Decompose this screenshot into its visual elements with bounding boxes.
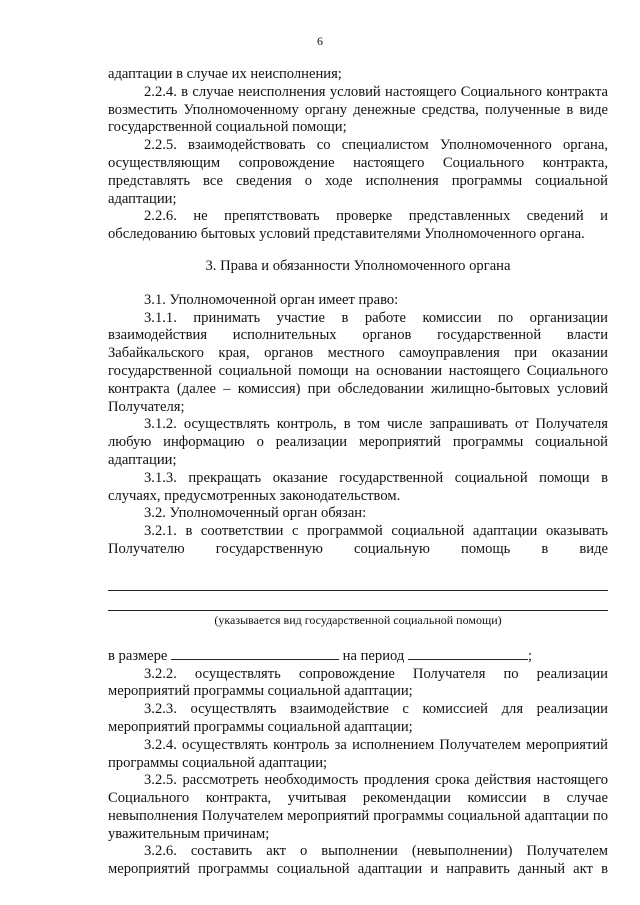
amount-blank — [171, 646, 339, 660]
paragraph-3-1-3: 3.1.3. прекращать оказание государственной социальной помощи в случаях, предусмотренных законодательством. — [108, 469, 608, 504]
paragraph-2-2-6: 2.2.6. не препятствовать проверке представленных сведений и обследованию бытовых условий представителями Уполномоченного органа. — [108, 208, 608, 243]
fill-hint: (указывается вид государственной социальной помощи) — [214, 612, 502, 627]
paragraph-2-2-5: 2.2.5. взаимодействовать со специалистом Уполномоченного органа, осуществляющим сопровождение настоящего Социального контракта, представлять все сведения о ходе исполнения программы социальной адаптации; — [108, 137, 608, 207]
amount-label: в размере — [108, 647, 168, 664]
paragraph-3-2-5: 3.2.5. рассмотреть необходимость продления срока действия настоящего Социального контракта, учитывая рекомендации комиссии в случае невыполнения Получателем мероприятий программы социальной адаптации по уважительным причинам; — [108, 772, 608, 842]
paragraph-3-2-6: 3.2.6. составить акт о выполнении (невыполнении) Получателем мероприятий программы социальной адаптации и направить данный акт в — [108, 843, 608, 878]
paragraph-3-1-1: 3.1.1. принимать участие в работе комиссии по организации взаимодействия исполнительных органов государственной власти Забайкальского края, органов местного самоуправления при оказании государственной социальной помощи на основании настоящего Социального контракта (далее – комиссия) при обследовании жилищно-бытовых условий Получателя; — [108, 309, 608, 415]
amount-line — [108, 646, 608, 666]
period-blank — [408, 646, 528, 660]
paragraph-3-2-1: 3.2.1. в соответствии с программой социальной адаптации оказывать Получателю государственную социальную помощь в виде — [108, 523, 608, 557]
amount-end: ; — [527, 647, 533, 664]
document-body — [108, 66, 608, 879]
period-label: на период — [342, 647, 405, 664]
paragraph-3-2-4: 3.2.4. осуществлять контроль за исполнением Получателем мероприятий программы социальной адаптации; — [108, 736, 608, 771]
paragraph-3-2-2: 3.2.2. осуществлять сопровождение Получателя по реализации мероприятий программы социальной адаптации; — [108, 665, 608, 700]
paragraph-3-1-2: 3.1.2. осуществлять контроль, в том числе запрашивать от Получателя любую информацию о реализации мероприятий программы социальной адаптации; — [108, 416, 608, 468]
paragraph-continuation: адаптации в случае их неисполнения; — [108, 66, 342, 82]
fill-line-2 — [108, 593, 608, 611]
fill-line-1 — [108, 573, 608, 591]
section-heading-3: 3. Права и обязанности Уполномоченного органа — [205, 257, 511, 274]
paragraph-3-2-3: 3.2.3. осуществлять взаимодействие с комиссией для реализации мероприятий программы социальной адаптации; — [108, 701, 608, 735]
paragraph-2-2-4: 2.2.4. в случае неисполнения условий настоящего Социального контракта возместить Уполномоченному органу денежные средства, полученные в виде государственной социальной помощи; — [108, 83, 608, 136]
page-number: 6 — [317, 34, 323, 48]
paragraph-3-2: 3.2. Уполномоченный орган обязан: — [144, 505, 367, 522]
paragraph-3-1: 3.1. Уполномоченной орган имеет право: — [144, 291, 399, 308]
